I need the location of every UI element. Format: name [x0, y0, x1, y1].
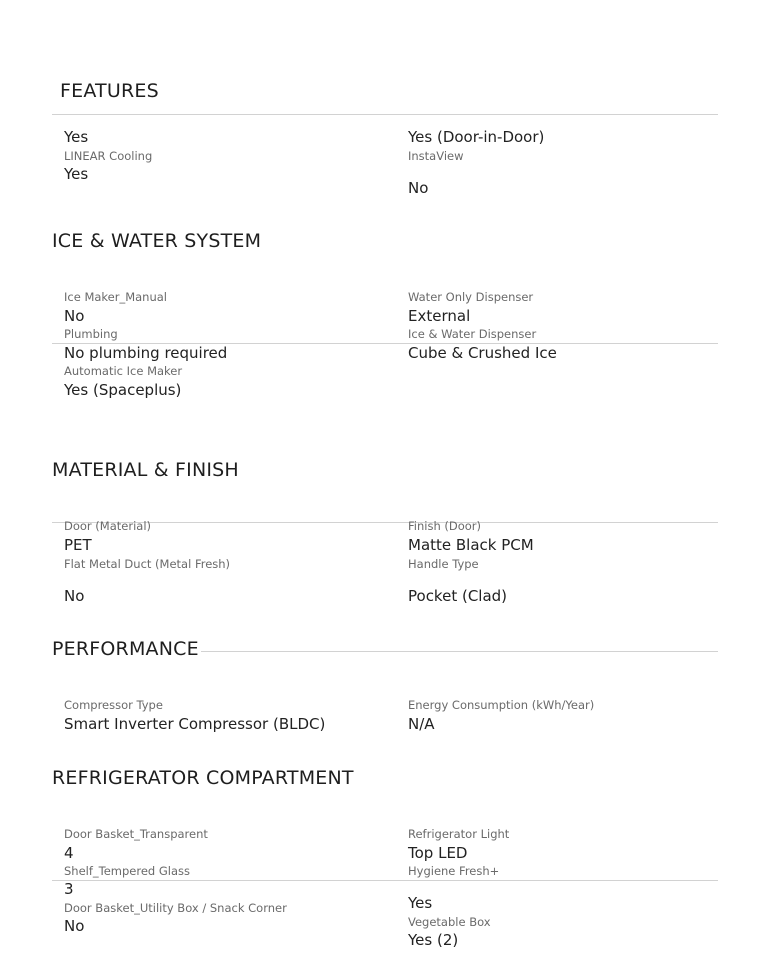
spec-value: Yes [64, 165, 89, 183]
spec-label: Shelf_Tempered Glass [64, 864, 191, 878]
section-divider [52, 114, 718, 115]
spec-value: Yes (2) [408, 931, 459, 949]
spec-value: Smart Inverter Compressor (BLDC) [64, 715, 326, 733]
spec-value: Cube & Crushed Ice [408, 344, 557, 362]
spec-value: Matte Black PCM [408, 536, 534, 554]
spec-value: PET [64, 536, 92, 554]
spec-label: Door (Material) [64, 519, 152, 533]
spec-value: No [408, 179, 429, 197]
section-title-performance: PERFORMANCE [52, 638, 199, 660]
section-divider [52, 522, 718, 523]
section-title-ice-water: ICE & WATER SYSTEM [52, 230, 262, 252]
spec-value: Yes (Door-in-Door) [408, 128, 545, 146]
section-title-material-finish: MATERIAL & FINISH [52, 459, 239, 481]
section-title-features: FEATURES [60, 80, 159, 102]
spec-value: 4 [64, 844, 74, 862]
spec-value: No [64, 917, 85, 935]
spec-label: Door Basket_Transparent [64, 827, 208, 841]
spec-value: No [64, 307, 85, 325]
spec-value: No plumbing required [64, 344, 228, 362]
spec-label: Ice Maker_Manual [64, 290, 168, 304]
spec-label: Handle Type [408, 557, 479, 571]
section-title-refrigerator-compartment: REFRIGERATOR COMPARTMENT [52, 767, 354, 789]
spec-value: Yes (Spaceplus) [64, 381, 182, 399]
spec-label: Ice & Water Dispenser [408, 327, 537, 341]
spec-value: External [408, 307, 471, 325]
spec-value: No [64, 587, 85, 605]
spec-label: Finish (Door) [408, 519, 482, 533]
spec-label: Compressor Type [64, 698, 163, 712]
spec-label: Flat Metal Duct (Metal Fresh) [64, 557, 231, 571]
spec-label: LINEAR Cooling [64, 149, 153, 163]
spec-label: Energy Consumption (kWh/Year) [408, 698, 595, 712]
spec-label: Door Basket_Utility Box / Snack Corner [64, 901, 287, 915]
spec-label: InstaView [408, 149, 464, 163]
spec-label: Vegetable Box [408, 915, 491, 929]
spec-value: Yes [64, 128, 89, 146]
spec-label: Refrigerator Light [408, 827, 510, 841]
spec-label: Plumbing [64, 327, 118, 341]
spec-value: Top LED [408, 844, 468, 862]
spec-label: Automatic Ice Maker [64, 364, 183, 378]
spec-value: 3 [64, 880, 74, 898]
spec-label: Hygiene Fresh+ [408, 864, 500, 878]
spec-value: Pocket (Clad) [408, 587, 508, 605]
spec-value: Yes [408, 894, 433, 912]
section-divider [52, 880, 718, 881]
spec-label: Water Only Dispenser [408, 290, 534, 304]
spec-value: N/A [408, 715, 435, 733]
